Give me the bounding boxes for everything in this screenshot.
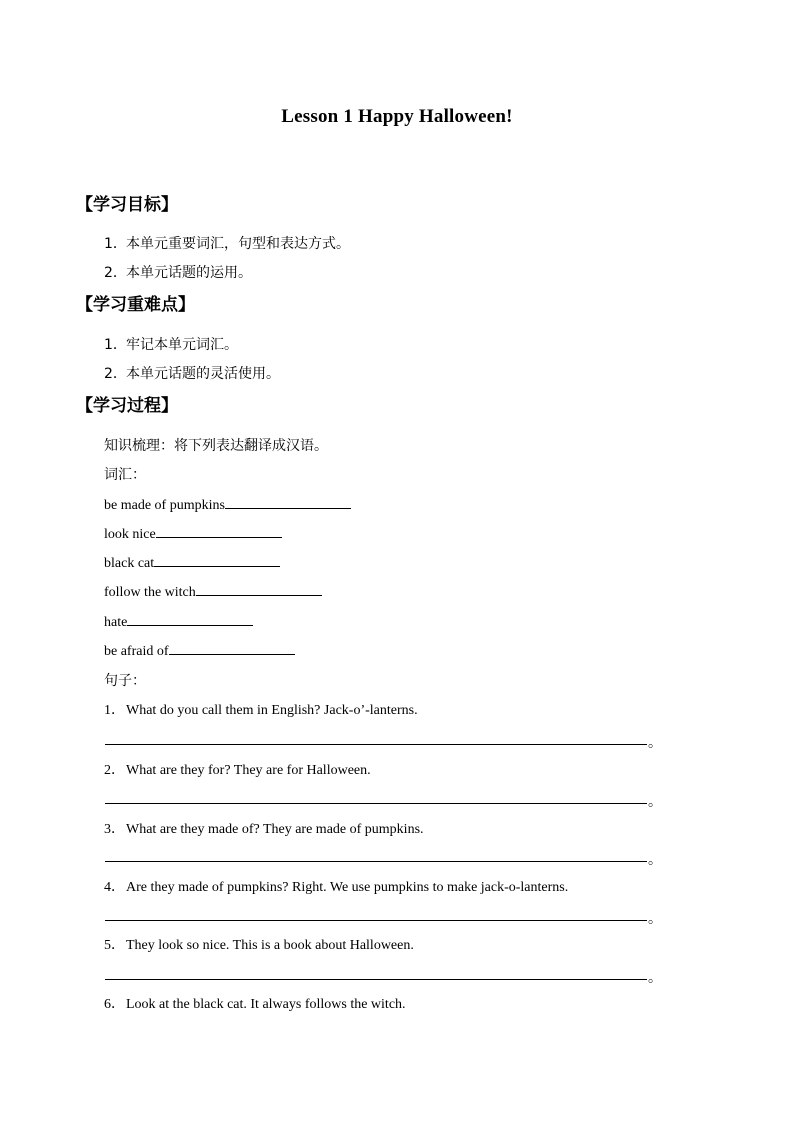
goal-item (104, 262, 252, 282)
answer-line[interactable] (105, 920, 647, 921)
sentence-number: 4． (104, 880, 125, 895)
page-title: Lesson 1 Happy Halloween! (281, 106, 513, 127)
sentence-text: Are they made of pumpkins? Right. We use pumpkins to make jack-o-lanterns. (126, 880, 569, 895)
sentence-item (104, 759, 371, 779)
vocab-text: be afraid of (104, 644, 169, 659)
vocab-item (104, 496, 351, 514)
vocab-item (104, 525, 282, 543)
sentence-number: 1． (104, 703, 125, 718)
period-mark: 。 (648, 911, 662, 927)
sentence-number: 3． (104, 822, 125, 837)
goal-item-number: 2． (104, 265, 127, 281)
section-heading-process: 【学习过程】 (76, 396, 178, 416)
vocab-text: look nice (104, 527, 156, 542)
sentence-item (104, 934, 414, 954)
goal-item (104, 233, 350, 253)
period-mark: 。 (648, 794, 662, 810)
vocab-blank[interactable] (156, 525, 282, 538)
sentence-text: They look so nice. This is a book about Halloween. (126, 938, 414, 953)
key-point-item (104, 334, 238, 354)
sentence-item (104, 876, 568, 896)
answer-line[interactable] (105, 744, 647, 745)
vocab-item (104, 583, 322, 601)
goal-item-text: 本单元话题的运用。 (126, 265, 252, 281)
sentence-number: 5． (104, 938, 125, 953)
period-mark: 。 (648, 970, 662, 986)
sentence-text: What do you call them in English? Jack-o’-lanterns. (126, 703, 418, 718)
vocab-blank[interactable] (225, 496, 351, 509)
period-mark: 。 (648, 852, 662, 868)
section-heading-key-points: 【学习重难点】 (76, 295, 195, 315)
vocab-blank[interactable] (154, 554, 280, 567)
key-point-number: 1． (104, 337, 127, 353)
answer-line[interactable] (105, 803, 647, 804)
key-point-item (104, 363, 280, 383)
sentence-item (104, 993, 406, 1013)
vocab-blank[interactable] (169, 642, 295, 655)
vocab-text: black cat (104, 556, 155, 571)
process-intro: 知识梳理：将下列表达翻译成汉语。 (104, 438, 328, 454)
vocab-text: hate (104, 615, 128, 630)
sentence-text: What are they made of? They are made of pumpkins. (126, 822, 424, 837)
period-mark: 。 (648, 735, 662, 751)
vocab-item (104, 554, 280, 572)
vocab-item (104, 642, 295, 660)
vocab-blank[interactable] (196, 583, 322, 596)
sentence-item (104, 818, 424, 838)
section-heading-goals: 【学习目标】 (76, 195, 178, 215)
key-point-text: 本单元话题的灵活使用。 (126, 366, 280, 382)
goal-item-number: 1． (104, 236, 127, 252)
goal-item-text: 本单元重要词汇，句型和表达方式。 (126, 236, 350, 252)
vocab-label: 词汇： (104, 467, 146, 483)
vocab-text: be made of pumpkins (104, 498, 225, 513)
answer-line[interactable] (105, 979, 647, 980)
vocab-item (104, 613, 253, 631)
answer-line[interactable] (105, 861, 647, 862)
sentence-item (104, 699, 418, 719)
vocab-blank[interactable] (127, 613, 253, 626)
sentence-label: 句子： (104, 673, 146, 689)
vocab-text: follow the witch (104, 585, 196, 600)
key-point-number: 2． (104, 366, 127, 382)
sentence-number: 6． (104, 997, 125, 1012)
sentence-text: Look at the black cat. It always follows the witch. (126, 997, 406, 1012)
sentence-text: What are they for? They are for Halloween. (126, 763, 371, 778)
sentence-number: 2． (104, 763, 125, 778)
key-point-text: 牢记本单元词汇。 (126, 337, 238, 353)
